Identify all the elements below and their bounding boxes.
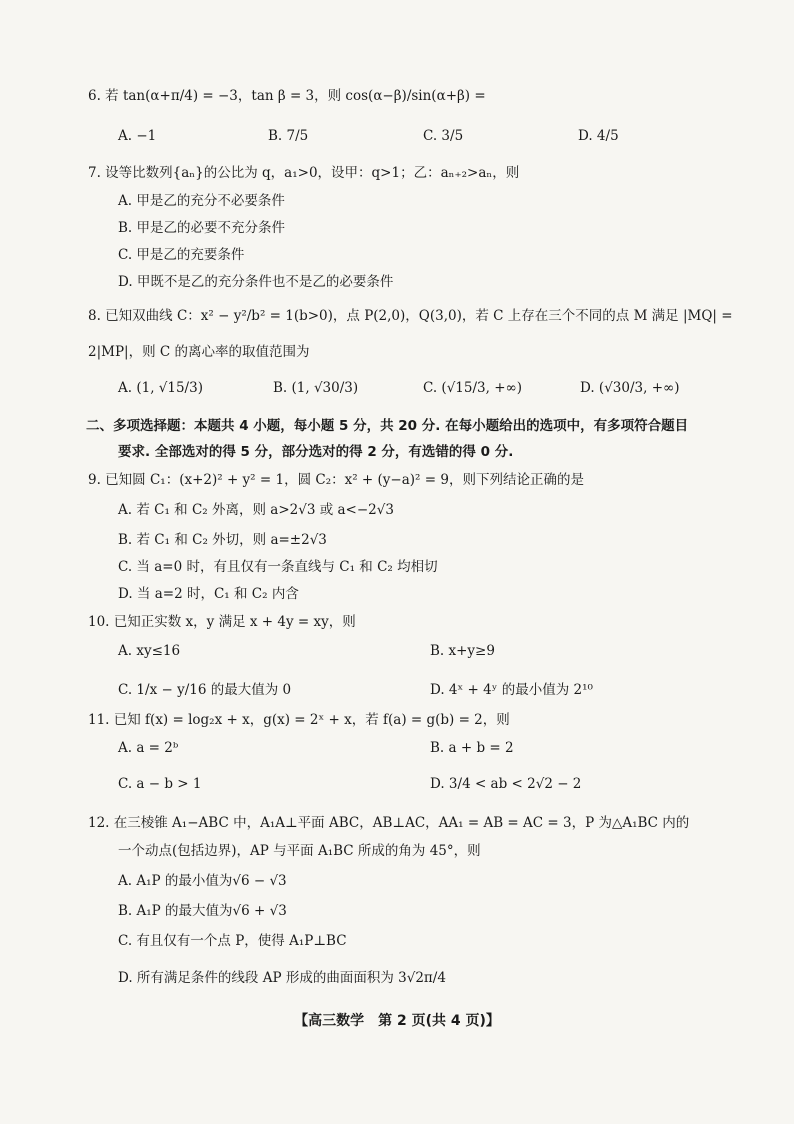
option: A. A₁P 的最小值为√6 − √3: [118, 873, 287, 889]
question-12-stem: 12. 在三棱锥 A₁−ABC 中，A₁A⊥平面 ABC，AB⊥AC，AA₁ = AB = AC = 3，P 为△A₁BC 内的: [88, 815, 690, 831]
option: B. A₁P 的最大值为√6 + √3: [118, 903, 287, 919]
question-11-stem: 11. 已知 f(x) = log₂x + x，g(x) = 2ˣ + x，若 f(a) = g(b) = 2，则: [88, 712, 510, 728]
question-10-stem: 10. 已知正实数 x，y 满足 x + 4y = xy，则: [88, 614, 356, 630]
option: A. −1: [118, 128, 157, 144]
option: D. 4/5: [578, 128, 619, 144]
question-6-stem: 6. 若 tan(α+π/4) = −3，tan β = 3，则 cos(α−β)/sin(α+β) =: [88, 88, 486, 104]
option: D. 3/4 < ab < 2√2 − 2: [430, 776, 582, 792]
option: C. 1/x − y/16 的最大值为 0: [118, 682, 292, 698]
option: D. 所有满足条件的线段 AP 形成的曲面面积为 3√2π/4: [118, 970, 446, 986]
section-heading: 二、多项选择题：本题共 4 小题，每小题 5 分，共 20 分. 在每小题给出的选项中，有多项符合题目: [86, 418, 689, 434]
option: B. 7/5: [268, 128, 309, 144]
question-9-stem: 9. 已知圆 C₁：(x+2)² + y² = 1，圆 C₂：x² + (y−a)² = 9，则下列结论正确的是: [88, 472, 584, 488]
option: A. 甲是乙的充分不必要条件: [118, 193, 285, 209]
section-heading-cont: 要求. 全部选对的得 5 分，部分选对的得 2 分，有选错的得 0 分.: [118, 444, 514, 460]
option: A. xy≤16: [118, 643, 181, 659]
option: C. 3/5: [423, 128, 464, 144]
option: B. a + b = 2: [430, 740, 514, 756]
option: A. (1, √15/3): [118, 380, 203, 396]
option: B. 若 C₁ 和 C₂ 外切，则 a=±2√3: [118, 532, 327, 548]
option: A. 若 C₁ 和 C₂ 外离，则 a>2√3 或 a<−2√3: [118, 502, 394, 518]
page-footer: 【高三数学 第 2 页(共 4 页)】: [294, 1013, 500, 1029]
question-8-stem: 8. 已知双曲线 C：x² − y²/b² = 1(b>0)，点 P(2,0)，Q(3,0)，若 C 上存在三个不同的点 M 满足 |MQ| =: [88, 308, 733, 324]
question-12-stem-cont: 一个动点(包括边界)，AP 与平面 A₁BC 所成的角为 45°，则: [118, 843, 481, 859]
question-7-stem: 7. 设等比数列{aₙ}的公比为 q，a₁>0，设甲：q>1；乙：aₙ₊₂>aₙ，则: [88, 165, 520, 181]
option: C. 当 a=0 时，有且仅有一条直线与 C₁ 和 C₂ 均相切: [118, 559, 438, 575]
option: D. 当 a=2 时，C₁ 和 C₂ 内含: [118, 586, 299, 602]
option: D. (√30/3, +∞): [580, 380, 680, 396]
question-8-stem-cont: 2|MP|，则 C 的离心率的取值范围为: [88, 344, 310, 360]
option: C. 甲是乙的充要条件: [118, 247, 245, 263]
option: A. a = 2ᵇ: [118, 740, 179, 756]
option: D. 甲既不是乙的充分条件也不是乙的必要条件: [118, 274, 394, 290]
option: C. a − b > 1: [118, 776, 202, 792]
option: B. (1, √30/3): [273, 380, 359, 396]
option: B. 甲是乙的必要不充分条件: [118, 220, 286, 236]
option: D. 4ˣ + 4ʸ 的最小值为 2¹⁰: [430, 682, 593, 698]
option: B. x+y≥9: [430, 643, 495, 659]
option: C. 有且仅有一个点 P，使得 A₁P⊥BC: [118, 933, 347, 949]
option: C. (√15/3, +∞): [423, 380, 523, 396]
